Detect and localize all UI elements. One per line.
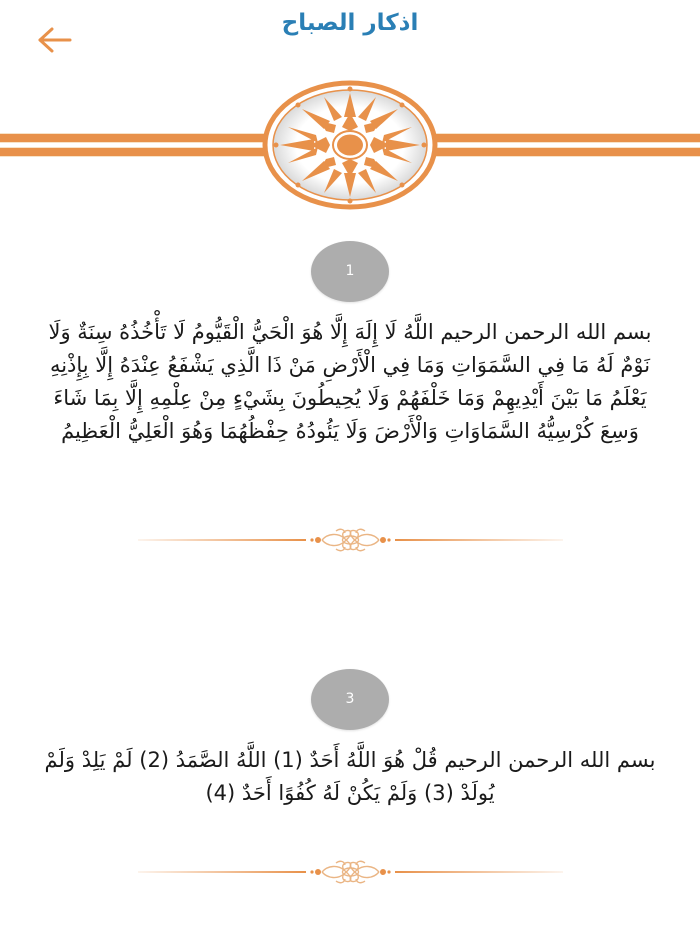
ornamental-divider-icon	[138, 857, 563, 887]
ornamental-divider-icon	[138, 525, 563, 555]
page-title: اذكار الصباح	[281, 10, 419, 36]
zikr-text: بسم الله الرحمن الرحيم قُلْ هُوَ اللَّهُ أَحَدٌ (1) اللَّهُ الصَّمَدُ (2) لَمْ يَلِدْ وَلَمْ يُولَدْ (3) وَلَمْ يَكُنْ لَهُ كُفُوًا أَحَدٌ (4)	[44, 748, 656, 805]
header-banner	[0, 80, 700, 210]
zikr-text: بسم الله الرحمن الرحيم اللَّهُ لَا إِلَهَ إِلَّا هُوَ الْحَيُّ الْقَيُّومُ لَا تَأْخُذُهُ سِنَةٌ وَلَا نَوْمٌ لَهُ مَا فِي السَّمَوَاتِ وَمَا فِي الْأَرْضِ مَنْ ذَا الَّذِي يَشْفَعُ عِنْدَهُ إِلَّا بِإِذْنِهِ يَعْلَمُ مَا بَيْنَ أَيْدِيهِمْ وَمَا خَلْفَهُمْ وَلَا يُحِيطُونَ بِشَيْءٍ مِنْ عِلْمِهِ إِلَّا بِمَا شَاءَ وَسِعَ كُرْسِيُّهُ السَّمَاوَاتِ وَالْأَرْضَ وَلَا يَئُودُهُ حِفْظُهُمَا وَهُوَ الْعَلِيُّ الْعَظِيمُ	[48, 320, 652, 443]
sun-medallion-icon	[262, 80, 438, 210]
zikr-number-badge: 3	[311, 669, 389, 730]
zikr-number-badge: 1	[311, 241, 389, 302]
app-header	[0, 0, 700, 70]
